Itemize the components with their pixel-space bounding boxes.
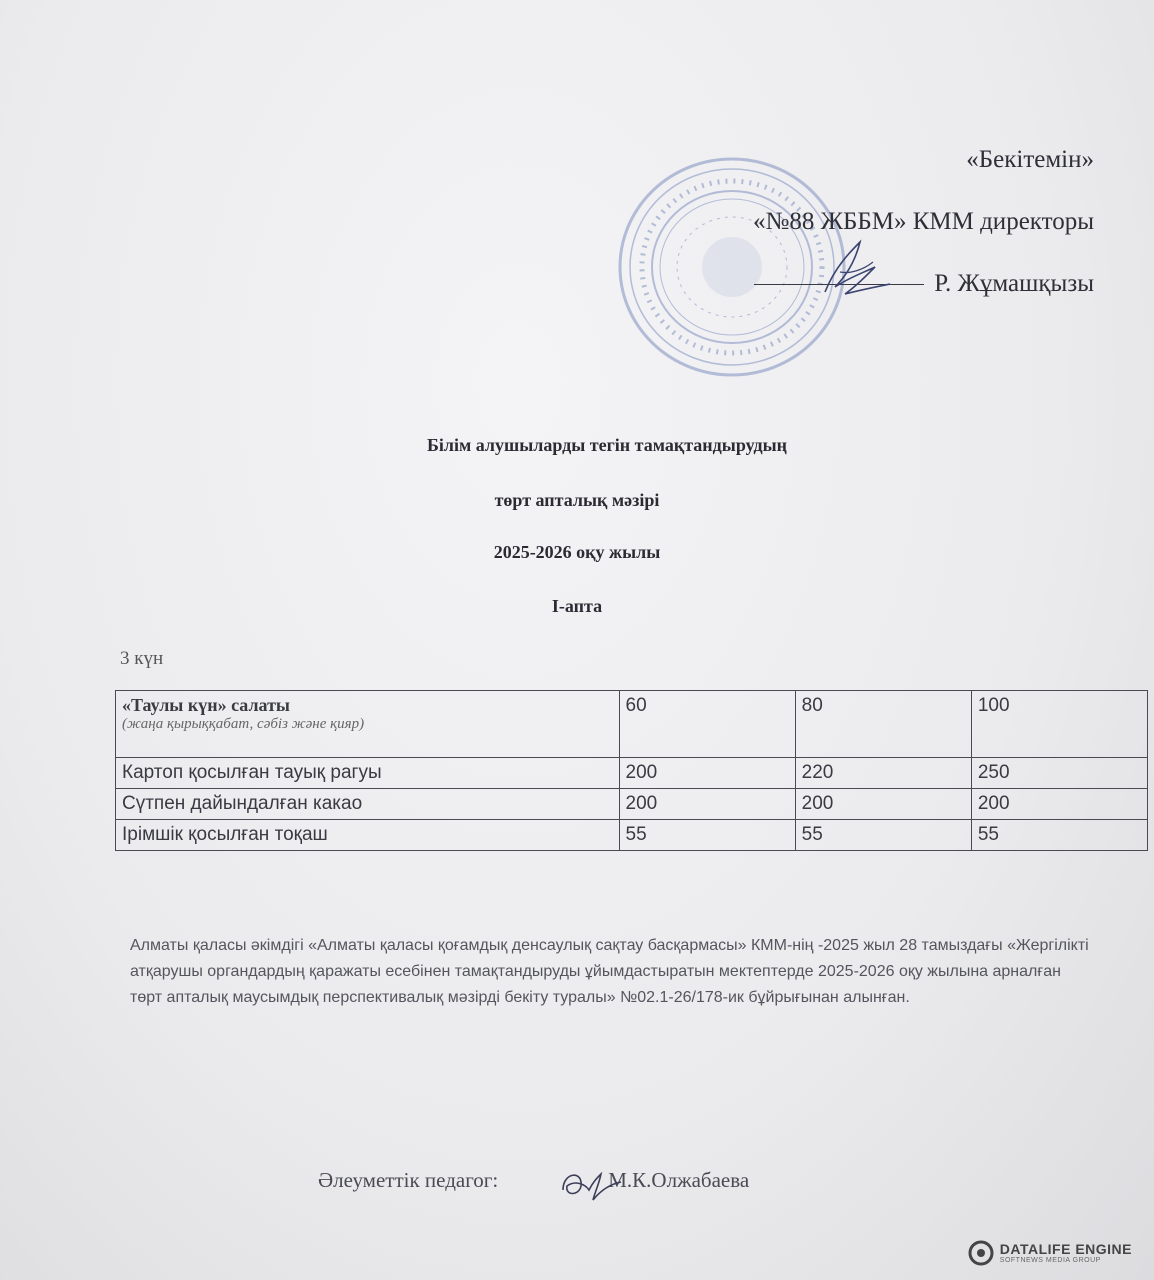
portion-cell-2: 200 — [795, 789, 971, 820]
dish-ingredients: (жаңа қырыққабат, сәбіз және қияр) — [122, 716, 365, 732]
day-label: 3 күн — [120, 648, 164, 669]
document-title-year: 2025-2026 оқу жылы — [493, 542, 661, 562]
portion-cell-2: 220 — [795, 758, 971, 789]
table-row — [116, 789, 1148, 820]
document-title-line-2: төрт апталық мәзірі — [494, 490, 660, 510]
dish-name: Ірімшік қосылған тоқаш — [116, 820, 620, 851]
watermark-title: DATALIFE ENGINE — [999, 1241, 1132, 1257]
portion-cell-3: 250 — [971, 758, 1147, 789]
portion-cell-3: 200 — [971, 789, 1147, 820]
dish-cell — [116, 691, 620, 758]
document-title-line-1: Білім алушыларды тегін тамақтандырудың — [426, 435, 787, 455]
dish-name: «Таулы күн» салаты — [122, 695, 290, 715]
dish-name: Картоп қосылған тауық рагуы — [116, 758, 620, 789]
source-note: Алматы қаласы әкімдігі «Алматы қаласы қоғамдық денсаулық сақтау басқармасы» КММ-нің -2025 жыл 28 тамыздағы «Жергілікті атқарушы органдардың қаражаты есебінен тамақтандыруды ұйымдастыратын мектептерде 2025-2026 оқу жылына арналған төрт апталық маусымдық перспективалық мәзірді бекіту туралы» №02.1-26/178-ик бұйрығынан алынған. — [130, 937, 1089, 1006]
portion-cell-3: 100 — [971, 691, 1147, 758]
portion-cell-1: 200 — [619, 758, 795, 789]
datalife-watermark — [968, 1240, 1132, 1266]
portion-cell-2: 55 — [795, 820, 971, 851]
pedagogue-signature — [555, 1160, 630, 1205]
portion-cell-1: 60 — [619, 691, 795, 758]
portion-cell-3: 55 — [971, 820, 1147, 851]
table-row — [116, 758, 1148, 789]
watermark-subtitle: SOFTNEWS MEDIA GROUP — [999, 1257, 1101, 1264]
director-signature — [805, 232, 895, 302]
footer-role: Әлеуметтік педагог: — [318, 1168, 499, 1192]
table-row — [116, 820, 1148, 851]
document-title-week: I-апта — [551, 596, 603, 616]
portion-cell-1: 200 — [619, 789, 795, 820]
director-name: Р. Жұмашқызы — [934, 270, 1094, 297]
menu-table — [115, 690, 1148, 851]
approval-heading: «Бекітемін» — [966, 146, 1094, 173]
datalife-logo-icon — [968, 1240, 994, 1266]
dish-name: Сүтпен дайындалған какао — [116, 789, 620, 820]
portion-cell-1: 55 — [619, 820, 795, 851]
table-row — [116, 691, 1148, 758]
footer-name: М.К.Олжабаева — [608, 1168, 750, 1192]
footer-signatory — [318, 1168, 749, 1193]
approval-position: «№88 ЖББМ» КММ директоры — [753, 208, 1094, 235]
portion-cell-2: 80 — [795, 691, 971, 758]
